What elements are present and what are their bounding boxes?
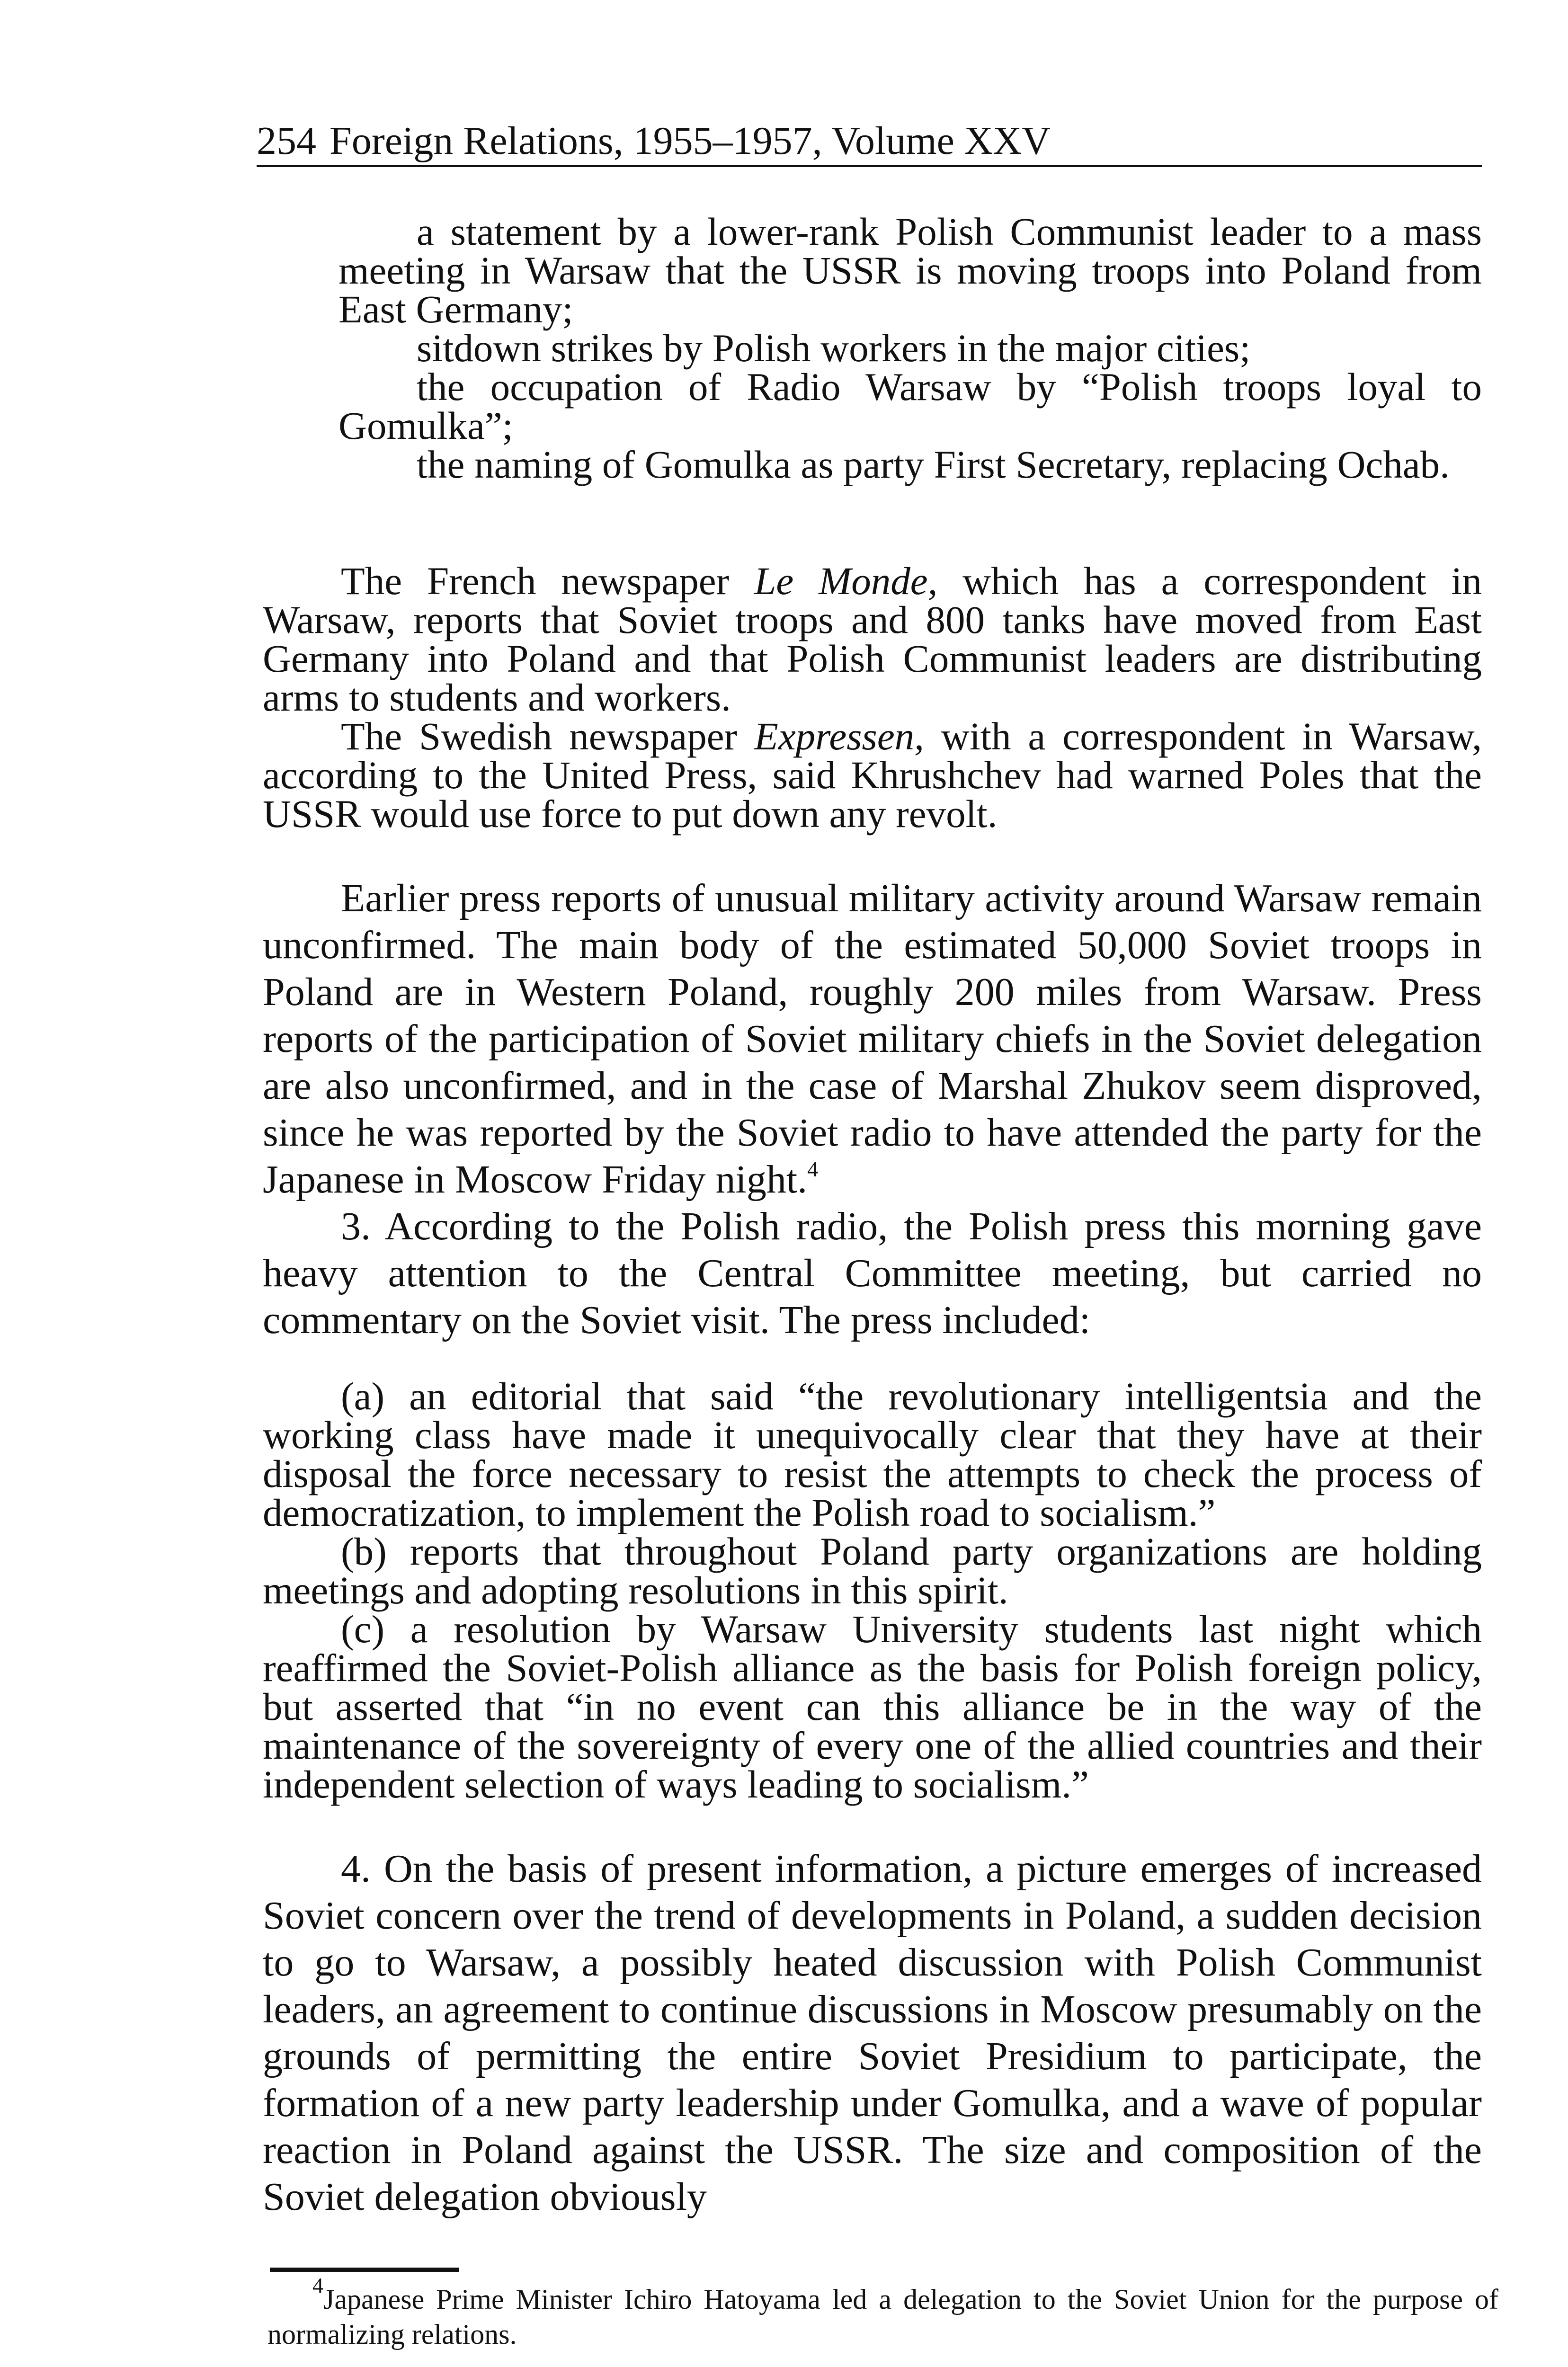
footnote-reference: 4 bbox=[807, 1157, 819, 1181]
paragraph-3: 3. According to the Polish radio, the Polish press this morning gave heavy attention to the Central Committee meeting, but carried no commentary on the Soviet visit. The press included: bbox=[263, 1204, 1482, 1342]
body-section bbox=[263, 875, 1482, 1344]
text-run: Earlier press reports of unusual military activity around Warsaw remain unconfirmed. The main body of the estimated 50,000 Soviet troops in Poland are in Western Poland, roughly 200 miles from Warsaw. Press reports of the participation of Soviet military chiefs in the Soviet delegation are also unconfirmed, and in the case of Marshal Zhukov seem disproved, since he was reported by the Soviet radio to have attended the party for the Japanese in Moscow Friday night. bbox=[263, 876, 1482, 1201]
volume-title: Foreign Relations, 1955–1957, Volume XXV bbox=[330, 119, 1051, 163]
list-item: (a) an editorial that said “the revolutionary intelligentsia and the working class have made it unequivocally clear that they have at their disposal the force necessary to resist the attempts to check the process of democratization, to implement the Polish road to socialism.” bbox=[263, 1374, 1482, 1534]
list-item: the occupation of Radio Warsaw by “Polish troops loyal to Gomulka”; bbox=[339, 365, 1482, 447]
paragraph-4: 4. On the basis of present information, a picture emerges of increased Soviet concern over the trend of developments in Poland, a sudden decision to go to Warsaw, a possibly heated discussion with Polish Communist leaders, an agreement to continue discussions in Moscow presumably on the grounds of permitting the entire Soviet Presidium to participate, the formation of a new party leadership under Gomulka, and a wave of popular reaction in Poland against the USSR. The size and composition of the Soviet delegation obviously bbox=[263, 1847, 1482, 2219]
running-header bbox=[257, 117, 1482, 167]
text-run: The French newspaper bbox=[341, 559, 755, 603]
list-item: sitdown strikes by Polish workers in the major cities; bbox=[417, 326, 1251, 370]
press-items-list bbox=[263, 1374, 1482, 1806]
newspaper-title: Le Monde, bbox=[754, 559, 938, 603]
le-monde-paragraph bbox=[263, 561, 1482, 717]
footnote bbox=[267, 2273, 1498, 2352]
text-run: The Swedish newspaper bbox=[341, 714, 755, 758]
text-run: with a correspondent in Warsaw, according to the United Press, said Khrushchev had warned Poles that the USSR would use force to put down any revolt. bbox=[263, 714, 1482, 836]
footnote-text: Japanese Prime Minister Ichiro Hatoyama led a delegation to the Soviet Union for the purpose of normalizing relations. bbox=[267, 2284, 1498, 2350]
list-item: (b) reports that throughout Poland party organizations are holding meetings and adopting resolutions in this spirit. bbox=[263, 1530, 1482, 1612]
list-item: (c) a resolution by Warsaw University students last night which reaffirmed the Soviet-Polish alliance as the basis for Polish foreign policy, but asserted that “in no event can this alliance be in the way of the maintenance of the sovereignty of every one of the allied countries and their independent selection of ways leading to socialism.” bbox=[263, 1607, 1482, 1806]
newspaper-title: Expressen, bbox=[754, 714, 924, 758]
footnote-number: 4 bbox=[312, 2273, 323, 2297]
text-run: which has a correspondent in Warsaw, reports that Soviet troops and 800 tanks have moved from East Germany into Poland and that Polish Communist leaders are distributing arms to students and workers. bbox=[263, 559, 1482, 719]
earlier-reports-paragraph bbox=[263, 875, 1482, 1203]
list-item: the naming of Gomulka as party First Secretary, replacing Ochab. bbox=[417, 443, 1450, 486]
footnote-divider bbox=[270, 2268, 459, 2272]
analysis-section bbox=[263, 1845, 1482, 2220]
expressen-paragraph bbox=[263, 714, 1482, 836]
list-item: a statement by a lower-rank Polish Communist leader to a mass meeting in Warsaw that the USSR is moving troops into Poland from East Germany; bbox=[339, 210, 1482, 331]
foreign-press-section bbox=[263, 559, 1482, 836]
page-number: 254 bbox=[257, 119, 316, 163]
report-list bbox=[263, 212, 1482, 484]
